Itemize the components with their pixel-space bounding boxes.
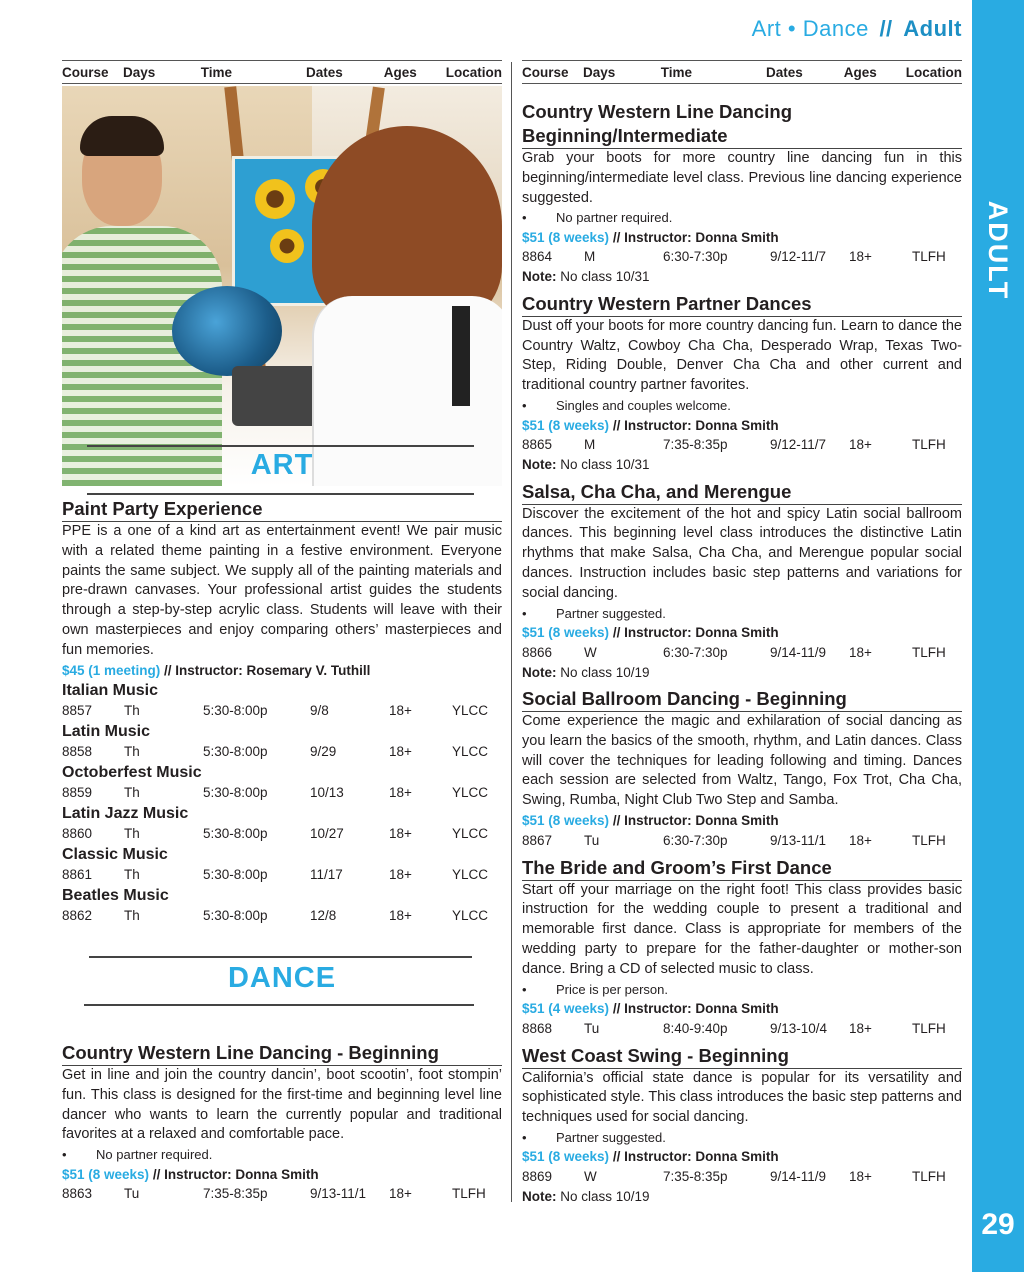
course-price: $51 (8 weeks) // Instructor: Donna Smith [522, 813, 779, 829]
session-title: Octoberfest Music [62, 764, 202, 782]
course-price: $51 (8 weeks) // Instructor: Donna Smith [522, 417, 779, 433]
session-title: Beatles Music [62, 887, 169, 905]
course-price: $51 (8 weeks) // Instructor: Donna Smith [522, 229, 779, 245]
course-title: Country Western Partner Dances [522, 292, 962, 317]
session-title: Latin Music [62, 723, 151, 741]
course-title: Social Ballroom Dancing - Beginning [522, 687, 962, 712]
course-block [522, 856, 962, 1039]
right-column [522, 60, 962, 1206]
art-class-photo [62, 86, 502, 486]
course-block [522, 687, 962, 850]
course-note: Note: No class 10/31 [522, 457, 650, 473]
col-location: Location [445, 64, 502, 80]
col-course: Course [62, 64, 109, 80]
course-description: California’s official state dance is popular for its versatility and sophisticated style. This class introduces the basic step patterns and techniques used for social dancing. [522, 1069, 962, 1126]
course-title: Salsa, Cha Cha, and Merengue [522, 480, 962, 505]
course-description: Come experience the magic and exhilaration of social dancing as you learn the basics of the smooth, rhythm, and Latin dances. Class will cover the techniques for leading following and timing. Dances each session are selected from Waltz, Tango, Fox Trot, Cha Cha, Swing, Rumba, Night Club Two Step and Samba. [522, 713, 962, 809]
table-row: 8868 Tu 8:40-9:40p 9/13-10/4 18+ TLFH [522, 1020, 946, 1036]
col-ages: Ages [383, 64, 417, 80]
col-location: Location [905, 64, 962, 80]
header-audience: Adult [903, 16, 962, 41]
course-block [522, 100, 962, 287]
course-title: Country Western Line Dancing Beginning/Intermediate [522, 100, 962, 149]
course-bullet: • Singles and couples welcome. [522, 398, 731, 414]
table-row: 8857 Th 5:30-8:00p 9/8 18+ YLCC [62, 703, 489, 719]
page-number: 29 [981, 1208, 1015, 1241]
course-block [522, 480, 962, 682]
course-bullet: • No partner required. [522, 210, 673, 226]
course-description: Discover the excitement of the hot and spicy Latin social ballroom dances. This beginning level class introduces the distinctive Latin rhythms that make Salsa, Cha Cha, and Merengue popular social dances. Instruction includes basic step patterns and variations for social dancing. [522, 505, 962, 601]
table-header [522, 60, 962, 84]
page-header [752, 16, 962, 42]
course-bullet: • Partner suggested. [522, 605, 666, 621]
course-price: $51 (8 weeks) // Instructor: Donna Smith [522, 1149, 779, 1165]
course-note: Note: No class 10/19 [522, 664, 650, 680]
table-row: 8859 Th 5:30-8:00p 10/13 18+ YLCC [62, 785, 489, 801]
course-title: Country Western Line Dancing - Beginning [62, 1041, 502, 1066]
table-row: 8863 Tu 7:35-8:35p 9/13-11/1 18+ TLFH [62, 1186, 486, 1202]
col-dates: Dates [766, 64, 803, 80]
left-column [62, 60, 502, 1204]
col-dates: Dates [306, 64, 343, 80]
table-row: 8866 W 6:30-7:30p 9/14-11/9 18+ TLFH [522, 644, 946, 660]
table-row: 8861 Th 5:30-8:00p 11/17 18+ YLCC [62, 867, 489, 883]
right-course-list [522, 100, 962, 1206]
course-description: Get in line and join the country dancin’, boot scootin’, foot stompin’ fun. This class is designed for the first-time and beginning level line dancer who wants to learn the currently popular and traditional favorites at a relaxed and comfortable pace. [62, 1067, 502, 1143]
course-title: The Bride and Groom’s First Dance [522, 856, 962, 881]
art-heading-label: ART [250, 449, 314, 481]
column-divider [511, 62, 512, 1202]
table-row: 8860 Th 5:30-8:00p 10/27 18+ YLCC [62, 826, 489, 842]
course-cw-line-dancing-beginning [62, 1041, 502, 1204]
course-description: Dust off your boots for more country dancing fun. Learn to dance the Country Waltz, Cowboy Cha Cha, Desperado Wrap, Texas Two-Step, Riding Double, Denver Cha Cha and other current and traditional country partner favorites. [522, 317, 962, 394]
course-bullet: • Price is per person. [522, 981, 668, 997]
art-section-heading [62, 439, 502, 497]
course-price: $51 (8 weeks) // Instructor: Donna Smith [62, 1166, 319, 1182]
course-price: $45 (1 meeting) // Instructor: Rosemary V. Tuthill [62, 662, 371, 678]
course-description: PPE is a one of a kind art as entertainment event! We pair music with a related theme painting in a festive environment. Everyone paints the same subject. We supply all of the painting materials and pre-drawn canvases. Your professional artist guides the students through a step-by-step acrylic class. Students will leave with their own masterpieces and enjoy comparing others’ masterpieces and fun memories. [62, 523, 502, 658]
course-description: Grab your boots for more country line dancing fun in this beginning/intermediate level class. Previous line dancing experience suggested. [522, 150, 962, 206]
course-block [522, 1044, 962, 1207]
side-tab [972, 0, 1024, 1272]
course-paint-party [62, 497, 502, 926]
course-bullet: • Partner suggested. [522, 1129, 666, 1145]
table-row: 8869 W 7:35-8:35p 9/14-11/9 18+ TLFH [522, 1168, 946, 1184]
table-row: 8867 Tu 6:30-7:30p 9/13-11/1 18+ TLFH [522, 832, 946, 848]
course-bullet: • No partner required. [62, 1147, 213, 1163]
table-row: 8862 Th 5:30-8:00p 12/8 18+ YLCC [62, 908, 489, 924]
table-row: 8864 M 6:30-7:30p 9/12-11/7 18+ TLFH [522, 249, 946, 265]
course-price: $51 (8 weeks) // Instructor: Donna Smith [522, 625, 779, 641]
course-title: Paint Party Experience [62, 497, 502, 522]
course-price: $51 (4 weeks) // Instructor: Donna Smith [522, 1001, 779, 1017]
dance-heading-label: DANCE [227, 962, 337, 995]
table-row: 8858 Th 5:30-8:00p 9/29 18+ YLCC [62, 744, 489, 760]
table-row: 8865 M 7:35-8:35p 9/12-11/7 18+ TLFH [522, 437, 946, 453]
side-tab-label: ADULT [983, 200, 1014, 300]
session-title: Italian Music [62, 682, 159, 700]
col-days: Days [583, 64, 616, 80]
col-time: Time [660, 64, 692, 80]
course-note: Note: No class 10/19 [522, 1188, 650, 1204]
dance-section-heading [62, 956, 502, 1014]
table-header [62, 60, 502, 84]
col-ages: Ages [843, 64, 877, 80]
course-description: Start off your marriage on the right foot! This class provides basic instruction for the wedding couple to present a traditional and memorable first dance. Class is appropriate for members of the wedding party to prepare for the father-daughter or mother-son dance. Bring a CD of selected music to class. [522, 881, 962, 977]
header-slash: // [879, 16, 893, 41]
col-course: Course [522, 64, 569, 80]
course-note: Note: No class 10/31 [522, 269, 650, 285]
col-time: Time [200, 64, 232, 80]
course-title: West Coast Swing - Beginning [522, 1044, 962, 1069]
session-title: Classic Music [62, 846, 168, 864]
course-block [522, 292, 962, 475]
header-category: Art • Dance [751, 16, 869, 41]
session-title: Latin Jazz Music [62, 805, 189, 823]
col-days: Days [123, 64, 156, 80]
